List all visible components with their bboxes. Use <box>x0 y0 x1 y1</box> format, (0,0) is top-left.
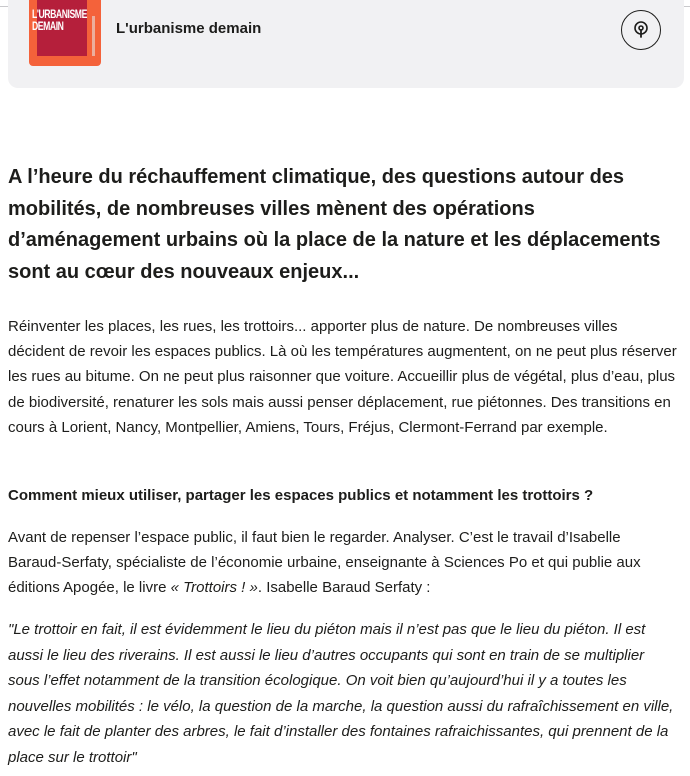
article-subheading: Comment mieux utiliser, partager les espaces publics et notamment les trottoirs ? <box>8 487 594 504</box>
cover-stripe <box>92 16 95 56</box>
cover-title: L'URBANISME DEMAIN <box>32 7 87 33</box>
book-title: « Trottoirs ! » <box>170 579 258 597</box>
podcast-title[interactable]: L'urbanisme demain <box>116 20 262 37</box>
podcast-cover-image[interactable] <box>29 0 101 66</box>
paragraph-2-end: . Isabelle Baraud Serfaty : <box>257 579 431 597</box>
article-chapeau: A l’heure du réchauffement climatique, des questions autour des mobilités, de nombreuses villes mènent des opérations d’aménagement urbains où la place de la nature et les déplacements sont au cœur des nouveaux enjeux... <box>8 166 661 283</box>
article-paragraph-1: Réinventer les places, les rues, les trottoirs... apporter plus de nature. De nombreuses villes décident de revoir les espaces publics. Là où les températures augmentent, on ne peut plus réserver les rues au bitume. On ne peut plus raisonner que voiture. Accueillir plus de végétal, plus d’eau, plus de biodiversité, renaturer les sols mais aussi penser déplacement, rue piétonnes. Des transitions en cours à Lorient, Nancy, Montpellier, Amiens, Tours, Fréjus, Clermont-Ferrand par exemple. <box>8 318 677 436</box>
article-quote: "Le trottoir en fait, il est évidemment le lieu du piéton mais il n’est pas que le lieu du piéton. Il est aussi le lieu des riverains. Il est aussi le lieu d’autres occupants qui sont en train de se multiplier sous l’effet notamment de la transition écologique. On voit bien qu’aujourd’hui il y a toutes les nouvelles mobilités : le vélo, la question de la marche, la question aussi du rafraîchissement en ville, avec le fait de planter des arbres, le fait d’installer des fontaines rafraichissantes, qui prennent de la place sur le trottoir" <box>8 621 674 766</box>
article-paragraph-2 <box>8 525 678 601</box>
podcast-icon <box>632 21 650 39</box>
paragraph-2-start: Avant de repenser l’espace public, il faut bien le regarder. Analyser. C’est le travail d’Isabelle Baraud-Serfaty, spécialiste de l’économie urbaine, enseignante à Sciences Po et qui publie aux éditions Apogée, le livre <box>8 529 641 597</box>
podcast-card[interactable] <box>8 0 684 88</box>
podcast-button[interactable] <box>621 10 661 50</box>
